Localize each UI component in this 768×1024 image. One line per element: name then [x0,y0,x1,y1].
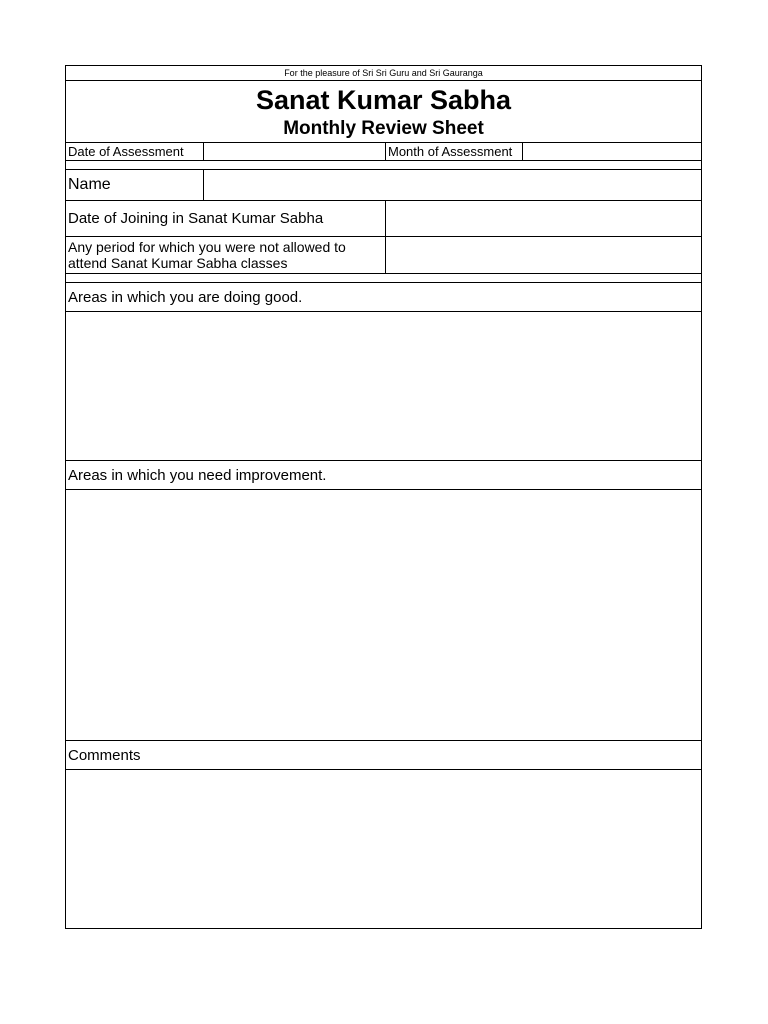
need-improvement-header-row [66,461,701,490]
doing-good-field[interactable] [66,312,701,461]
date-of-assessment-label: Date of Assessment [68,144,184,159]
need-improvement-label: Areas in which you need improvement. [68,466,327,484]
name-row [66,170,701,201]
comments-header-row [66,741,701,770]
page-subtitle: Monthly Review Sheet [283,117,484,139]
title-block [66,81,701,142]
dedication-row [66,66,701,81]
comments-label: Comments [68,746,141,764]
not-allowed-period-label: Any period for which you were not allowed to attend Sanat Kumar Sabha classes [68,239,346,271]
doing-good-header-row [66,283,701,312]
not-allowed-period-field[interactable] [385,237,701,273]
page-title: Sanat Kumar Sabha [255,84,512,115]
not-allowed-period-row [66,237,701,274]
name-label: Name [68,176,111,193]
spacer-row-2 [66,274,701,283]
dedication-text: For the pleasure of Sri Sri Guru and Sri Gauranga [284,68,483,78]
review-sheet-form [65,65,702,929]
title-row [66,81,701,143]
date-of-joining-row [66,201,701,237]
name-field[interactable] [203,170,701,200]
date-of-joining-label: Date of Joining in Sanat Kumar Sabha [68,210,324,227]
spacer-row [66,161,701,170]
assessment-row [66,143,701,161]
date-of-assessment-field[interactable] [203,143,385,160]
doing-good-label: Areas in which you are doing good. [68,288,303,306]
month-of-assessment-label: Month of Assessment [385,143,522,160]
month-of-assessment-field[interactable] [522,143,701,160]
comments-field[interactable] [66,770,701,928]
date-of-joining-field[interactable] [385,201,701,236]
need-improvement-field[interactable] [66,490,701,741]
